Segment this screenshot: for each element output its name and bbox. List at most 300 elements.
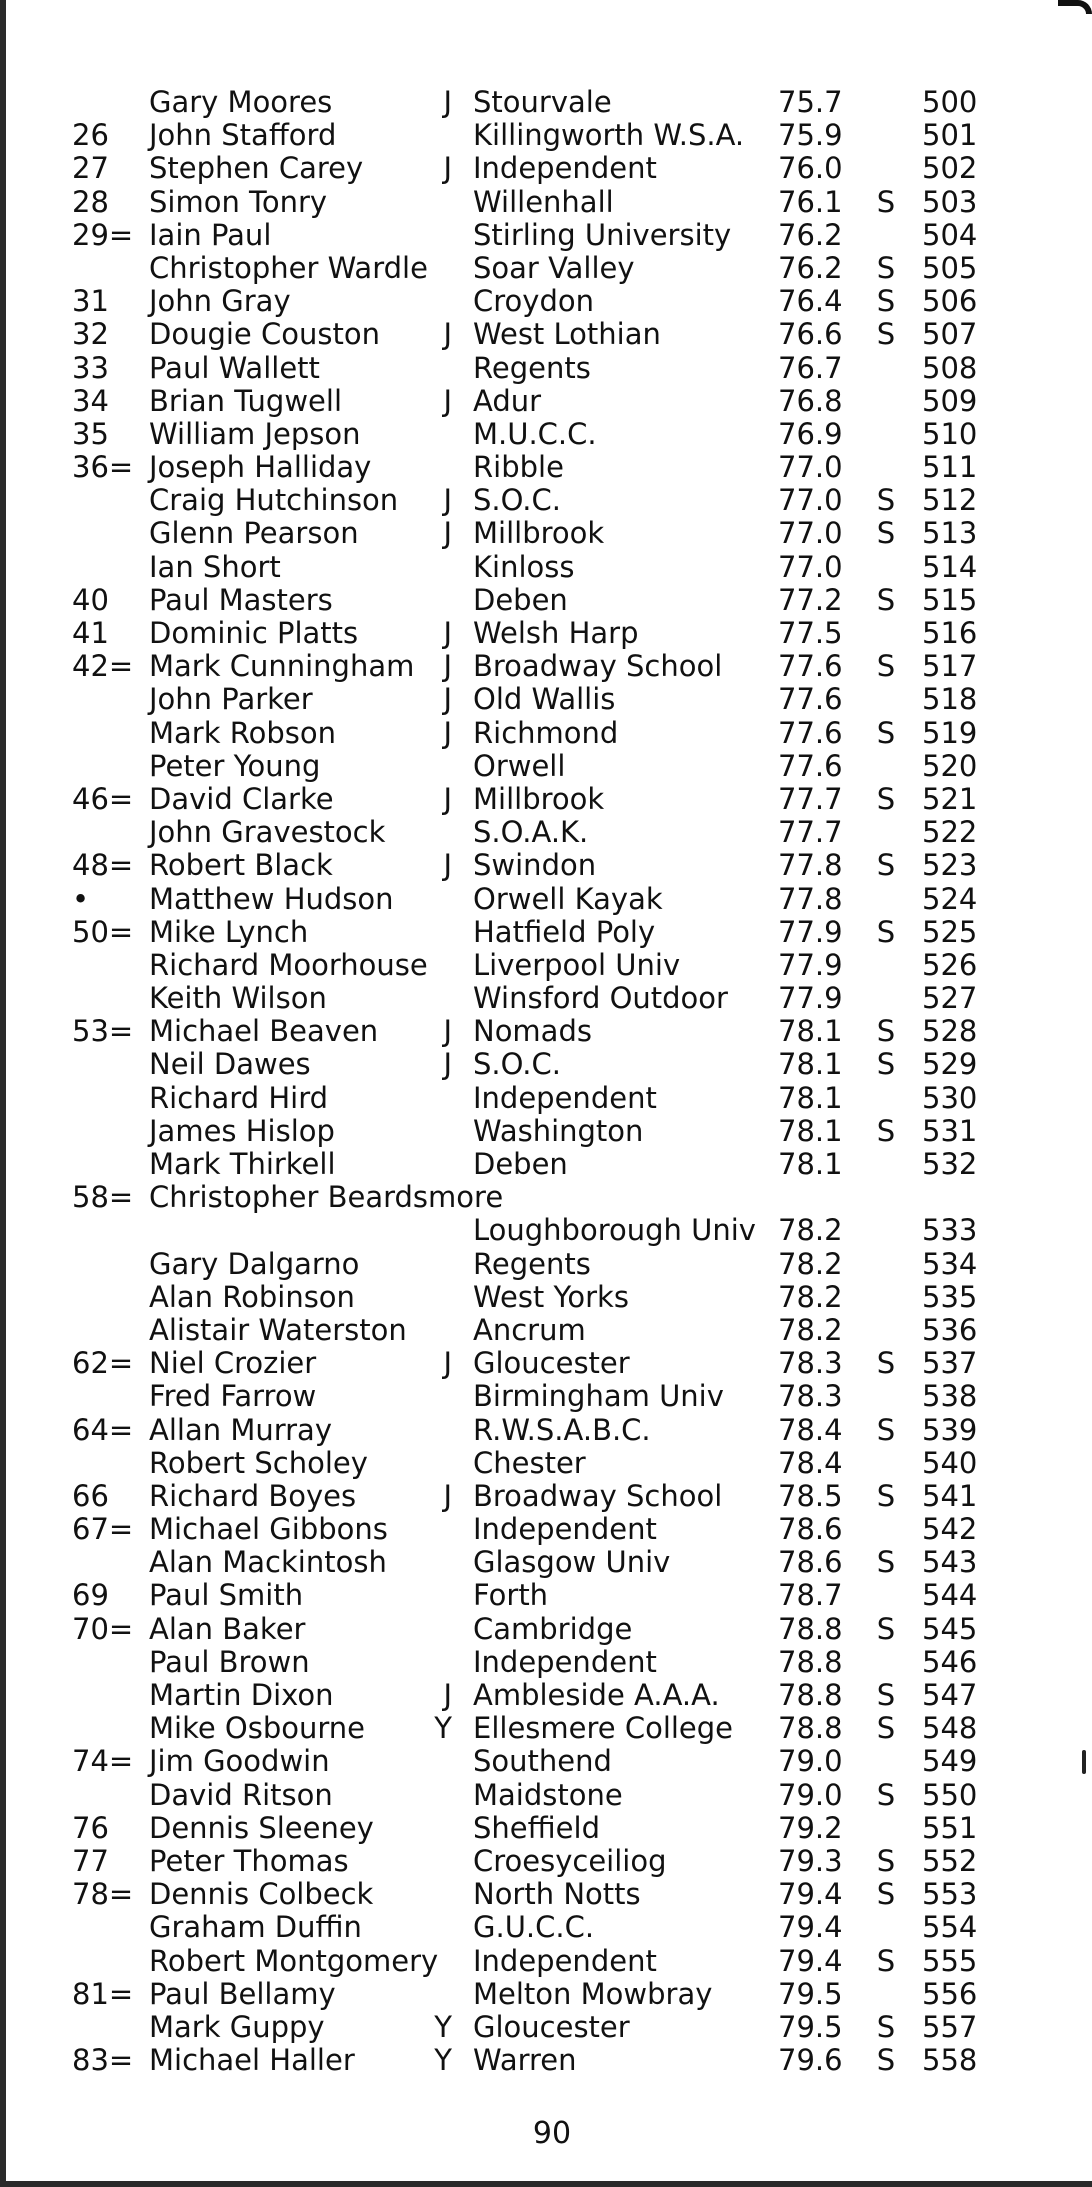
- result-time: 78.2: [778, 1279, 843, 1314]
- category-flag: J: [443, 781, 452, 816]
- competitor-name: Mark Cunningham: [149, 649, 415, 684]
- entry-number: 517: [922, 649, 978, 684]
- position: 64=: [72, 1412, 134, 1447]
- result-row: [6, 1181, 1092, 1214]
- result-time: 79.4: [778, 1877, 843, 1912]
- competitor-name: Mark Robson: [149, 715, 336, 750]
- result-row: [6, 186, 1092, 219]
- class-marker: S: [876, 848, 896, 883]
- competitor-name: Fred Farrow: [149, 1379, 317, 1414]
- entry-number: 542: [922, 1512, 978, 1547]
- class-marker: S: [876, 1047, 896, 1082]
- club-name: Winsford Outdoor: [473, 981, 728, 1016]
- class-marker: S: [876, 1346, 896, 1381]
- club-name: Deben: [473, 1147, 568, 1181]
- position: 26: [72, 118, 109, 153]
- club-name: Millbrook: [473, 781, 605, 816]
- entry-number: 530: [922, 1080, 978, 1115]
- result-time: 76.8: [778, 383, 843, 418]
- position: 48=: [72, 848, 134, 883]
- position: 67=: [72, 1512, 134, 1547]
- club-name: G.U.C.C.: [473, 1910, 595, 1945]
- competitor-name: Keith Wilson: [149, 981, 327, 1016]
- class-marker: S: [876, 1478, 896, 1513]
- result-time: 78.1: [778, 1014, 843, 1049]
- competitor-name: Robert Black: [149, 848, 333, 883]
- position: 78=: [72, 1877, 134, 1912]
- competitor-name: David Clarke: [149, 781, 334, 816]
- result-row: [6, 1414, 1092, 1447]
- result-time: 78.2: [778, 1246, 843, 1281]
- result-time: 78.1: [778, 1080, 843, 1115]
- result-row: [6, 352, 1092, 385]
- competitor-name: Neil Dawes: [149, 1047, 311, 1082]
- entry-number: 536: [922, 1312, 978, 1347]
- class-marker: S: [876, 649, 896, 684]
- competitor-name: Michael Beaven: [149, 1014, 379, 1049]
- result-time: 76.2: [778, 250, 843, 285]
- club-name: Southend: [473, 1744, 612, 1779]
- competitor-name: Joseph Halliday: [149, 450, 372, 485]
- competitor-name: William Jepson: [149, 416, 361, 451]
- result-row: [6, 1248, 1092, 1281]
- result-row: [6, 385, 1092, 418]
- entry-number: 526: [922, 947, 978, 982]
- club-name: Forth: [473, 1578, 549, 1613]
- position: 42=: [72, 649, 134, 684]
- result-time: 78.3: [778, 1346, 843, 1381]
- entry-number: 511: [922, 450, 978, 485]
- competitor-name: Dennis Colbeck: [149, 1877, 374, 1912]
- result-row: [6, 86, 1092, 119]
- competitor-name: Glenn Pearson: [149, 516, 359, 551]
- entry-number: 549: [922, 1744, 978, 1779]
- entry-number: 518: [922, 682, 978, 717]
- entry-number: 548: [922, 1711, 978, 1746]
- class-marker: S: [876, 1113, 896, 1148]
- result-time: 77.2: [778, 582, 843, 617]
- competitor-name: Paul Bellamy: [149, 1976, 336, 2011]
- class-marker: S: [876, 1678, 896, 1712]
- competitor-name: Niel Crozier: [149, 1346, 317, 1381]
- class-marker: S: [876, 1412, 896, 1447]
- category-flag: J: [443, 649, 452, 684]
- result-time: 76.4: [778, 284, 843, 319]
- result-row: [6, 1082, 1092, 1115]
- position: 58=: [72, 1180, 134, 1215]
- result-time: 78.4: [778, 1445, 843, 1480]
- entry-number: 502: [922, 151, 978, 186]
- club-name: Independent: [473, 151, 657, 186]
- result-row: [6, 1480, 1092, 1513]
- competitor-name: Stephen Carey: [149, 151, 364, 186]
- position: •: [72, 881, 90, 916]
- entry-number: 527: [922, 981, 978, 1016]
- class-marker: S: [876, 516, 896, 551]
- class-marker: S: [876, 1943, 896, 1978]
- club-name: Chester: [473, 1445, 586, 1480]
- competitor-name: Michael Gibbons: [149, 1512, 388, 1547]
- club-name: Sheffield: [473, 1810, 600, 1845]
- result-time: 79.5: [778, 2009, 843, 2044]
- club-name: Cambridge: [473, 1611, 633, 1646]
- result-row: [6, 285, 1092, 318]
- competitor-name: Dominic Platts: [149, 616, 359, 650]
- result-time: 76.0: [778, 151, 843, 186]
- position: 50=: [72, 914, 134, 949]
- result-row: [6, 683, 1092, 716]
- entry-number: 531: [922, 1113, 978, 1148]
- competitor-name: Craig Hutchinson: [149, 483, 399, 518]
- class-marker: S: [876, 1711, 896, 1746]
- club-name: Nomads: [473, 1014, 592, 1049]
- club-name: North Notts: [473, 1877, 641, 1912]
- competitor-name: John Gravestock: [149, 815, 386, 850]
- competitor-name: Paul Masters: [149, 582, 333, 617]
- competitor-name: Paul Brown: [149, 1644, 310, 1679]
- result-row: [6, 849, 1092, 882]
- club-name: Killingworth W.S.A.: [473, 118, 745, 153]
- category-flag: Y: [434, 1711, 452, 1746]
- result-time: 76.6: [778, 317, 843, 352]
- class-marker: S: [876, 715, 896, 750]
- result-time: 77.7: [778, 815, 843, 850]
- entry-number: 521: [922, 781, 978, 816]
- competitor-name: Robert Montgomery: [149, 1943, 439, 1978]
- category-flag: J: [443, 317, 452, 352]
- class-marker: S: [876, 1777, 896, 1812]
- result-time: 78.1: [778, 1147, 843, 1181]
- position: 32: [72, 317, 109, 352]
- category-flag: J: [443, 616, 452, 650]
- entry-number: 557: [922, 2009, 978, 2044]
- result-row: [6, 1579, 1092, 1612]
- result-time: 77.0: [778, 516, 843, 551]
- result-row: [6, 219, 1092, 252]
- competitor-name: Mike Osbourne: [149, 1711, 365, 1746]
- club-name: Glasgow Univ: [473, 1545, 671, 1580]
- class-marker: S: [876, 483, 896, 518]
- entry-number: 504: [922, 217, 978, 252]
- entry-number: 525: [922, 914, 978, 949]
- result-time: 78.8: [778, 1678, 843, 1712]
- entry-number: 516: [922, 616, 978, 650]
- result-row: [6, 816, 1092, 849]
- entry-number: 501: [922, 118, 978, 153]
- result-time: 76.1: [778, 184, 843, 219]
- result-row: [6, 1380, 1092, 1413]
- entry-number: 513: [922, 516, 978, 551]
- result-row: [6, 982, 1092, 1015]
- competitor-name: Christopher Wardle: [149, 250, 428, 285]
- class-marker: S: [876, 582, 896, 617]
- result-row: [6, 1845, 1092, 1878]
- club-name: Kinloss: [473, 549, 575, 584]
- result-row: [6, 2011, 1092, 2044]
- entry-number: 510: [922, 416, 978, 451]
- entry-number: 538: [922, 1379, 978, 1414]
- entry-number: 523: [922, 848, 978, 883]
- club-name: Warren: [473, 2043, 577, 2078]
- club-name: Independent: [473, 1512, 657, 1547]
- category-flag: Y: [434, 2009, 452, 2044]
- competitor-name: Christopher Beardsmore: [149, 1180, 504, 1215]
- club-name: Broadway School: [473, 649, 723, 684]
- result-row: [6, 517, 1092, 550]
- result-row: [6, 617, 1092, 650]
- position: 69: [72, 1578, 109, 1613]
- position: 34: [72, 383, 109, 418]
- result-row: [6, 252, 1092, 285]
- club-name: R.W.S.A.B.C.: [473, 1412, 651, 1447]
- competitor-name: Robert Scholey: [149, 1445, 368, 1480]
- class-marker: S: [876, 914, 896, 949]
- position: 40: [72, 582, 109, 617]
- entry-number: 514: [922, 549, 978, 584]
- result-time: 79.4: [778, 1910, 843, 1945]
- result-time: 79.3: [778, 1843, 843, 1878]
- category-flag: J: [443, 1047, 452, 1082]
- class-marker: S: [876, 317, 896, 352]
- result-time: 77.6: [778, 682, 843, 717]
- position: 77: [72, 1843, 109, 1878]
- result-time: 78.8: [778, 1711, 843, 1746]
- position: 29=: [72, 217, 134, 252]
- entry-number: 546: [922, 1644, 978, 1679]
- category-flag: J: [443, 516, 452, 551]
- competitor-name: Mark Guppy: [149, 2009, 325, 2044]
- result-time: 78.8: [778, 1611, 843, 1646]
- position: 53=: [72, 1014, 134, 1049]
- competitor-name: Alan Baker: [149, 1611, 306, 1646]
- result-row: [6, 152, 1092, 185]
- club-name: Independent: [473, 1943, 657, 1978]
- entry-number: 555: [922, 1943, 978, 1978]
- entry-number: 553: [922, 1877, 978, 1912]
- competitor-name: Martin Dixon: [149, 1678, 334, 1712]
- result-row: [6, 750, 1092, 783]
- result-row: [6, 1314, 1092, 1347]
- competitor-name: Dennis Sleeney: [149, 1810, 374, 1845]
- class-marker: S: [876, 1843, 896, 1878]
- competitor-name: Dougie Couston: [149, 317, 380, 352]
- competitor-name: Mike Lynch: [149, 914, 309, 949]
- result-time: 77.6: [778, 649, 843, 684]
- result-time: 78.1: [778, 1047, 843, 1082]
- result-time: 77.7: [778, 781, 843, 816]
- entry-number: 544: [922, 1578, 978, 1613]
- result-time: 75.9: [778, 118, 843, 153]
- club-name: Richmond: [473, 715, 619, 750]
- result-time: 79.6: [778, 2043, 843, 2078]
- club-name: Croesyceiliog: [473, 1843, 667, 1878]
- category-flag: J: [443, 1678, 452, 1712]
- position: 66: [72, 1478, 109, 1513]
- entry-number: 512: [922, 483, 978, 518]
- club-name: Independent: [473, 1080, 657, 1115]
- entry-number: 532: [922, 1147, 978, 1181]
- result-row: [6, 1978, 1092, 2011]
- result-row: [6, 1878, 1092, 1911]
- result-time: 76.7: [778, 350, 843, 385]
- result-time: 77.9: [778, 947, 843, 982]
- result-time: 78.3: [778, 1379, 843, 1414]
- club-name: Welsh Harp: [473, 616, 639, 650]
- entry-number: 522: [922, 815, 978, 850]
- result-row: [6, 883, 1092, 916]
- result-row: [6, 1945, 1092, 1978]
- club-name: M.U.C.C.: [473, 416, 597, 451]
- class-marker: S: [876, 284, 896, 319]
- result-row: [6, 783, 1092, 816]
- class-marker: S: [876, 1877, 896, 1912]
- result-time: 79.0: [778, 1777, 843, 1812]
- position: 41: [72, 616, 109, 650]
- result-row: [6, 1613, 1092, 1646]
- result-time: 79.5: [778, 1976, 843, 2011]
- position: 28: [72, 184, 109, 219]
- result-time: 78.8: [778, 1644, 843, 1679]
- result-row: [6, 1015, 1092, 1048]
- category-flag: J: [443, 848, 452, 883]
- entry-number: 540: [922, 1445, 978, 1480]
- result-time: 79.2: [778, 1810, 843, 1845]
- club-name: Adur: [473, 383, 542, 418]
- club-name: S.O.C.: [473, 483, 561, 518]
- club-name: Hatfield Poly: [473, 914, 656, 949]
- result-row: [6, 1214, 1092, 1247]
- entry-number: 541: [922, 1478, 978, 1513]
- category-flag: Y: [434, 2043, 452, 2078]
- result-time: 77.6: [778, 715, 843, 750]
- category-flag: J: [443, 483, 452, 518]
- entry-number: 554: [922, 1910, 978, 1945]
- club-name: S.O.A.K.: [473, 815, 589, 850]
- club-name: Ambleside A.A.A.: [473, 1678, 720, 1712]
- competitor-name: Allan Murray: [149, 1412, 332, 1447]
- entry-number: 515: [922, 582, 978, 617]
- result-row: [6, 1812, 1092, 1845]
- result-time: 77.8: [778, 848, 843, 883]
- club-name: Ellesmere College: [473, 1711, 734, 1746]
- entry-number: 558: [922, 2043, 978, 2078]
- entry-number: 551: [922, 1810, 978, 1845]
- result-time: 78.1: [778, 1113, 843, 1148]
- club-name: Melton Mowbray: [473, 1976, 713, 2011]
- category-flag: J: [443, 151, 452, 186]
- competitor-name: Richard Boyes: [149, 1478, 357, 1513]
- entry-number: 539: [922, 1412, 978, 1447]
- club-name: Stirling University: [473, 217, 732, 252]
- club-name: Old Wallis: [473, 682, 616, 717]
- result-time: 76.2: [778, 217, 843, 252]
- class-marker: S: [876, 250, 896, 285]
- result-row: [6, 1712, 1092, 1745]
- result-row: [6, 1048, 1092, 1081]
- club-name: Loughborough Univ: [473, 1213, 756, 1248]
- club-name: Swindon: [473, 848, 597, 883]
- club-name: Croydon: [473, 284, 594, 319]
- result-row: [6, 1546, 1092, 1579]
- entry-number: 507: [922, 317, 978, 352]
- club-name: Gloucester: [473, 2009, 630, 2044]
- results-list: [6, 86, 1092, 2077]
- competitor-name: Brian Tugwell: [149, 383, 343, 418]
- competitor-name: Alistair Waterston: [149, 1312, 407, 1347]
- class-marker: S: [876, 1611, 896, 1646]
- competitor-name: John Gray: [149, 284, 291, 319]
- competitor-name: Iain Paul: [149, 217, 272, 252]
- club-name: Ancrum: [473, 1312, 586, 1347]
- competitor-name: Mark Thirkell: [149, 1147, 336, 1181]
- club-name: Ribble: [473, 450, 564, 485]
- class-marker: S: [876, 1014, 896, 1049]
- competitor-name: Matthew Hudson: [149, 881, 394, 916]
- competitor-name: Gary Moores: [149, 85, 333, 119]
- position: 36=: [72, 450, 134, 485]
- class-marker: S: [876, 1545, 896, 1580]
- competitor-name: Ian Short: [149, 549, 281, 584]
- entry-number: 519: [922, 715, 978, 750]
- result-row: [6, 551, 1092, 584]
- club-name: Millbrook: [473, 516, 605, 551]
- class-marker: S: [876, 184, 896, 219]
- result-row: [6, 1281, 1092, 1314]
- entry-number: 550: [922, 1777, 978, 1812]
- result-row: [6, 1447, 1092, 1480]
- club-name: Willenhall: [473, 184, 614, 219]
- club-name: Regents: [473, 350, 591, 385]
- position: 62=: [72, 1346, 134, 1381]
- result-row: [6, 650, 1092, 683]
- club-name: Soar Valley: [473, 250, 635, 285]
- position: 74=: [72, 1744, 134, 1779]
- club-name: West Yorks: [473, 1279, 629, 1314]
- position: 70=: [72, 1611, 134, 1646]
- club-name: Birmingham Univ: [473, 1379, 724, 1414]
- category-flag: J: [443, 1478, 452, 1513]
- club-name: S.O.C.: [473, 1047, 561, 1082]
- category-flag: J: [443, 1014, 452, 1049]
- category-flag: J: [443, 1346, 452, 1381]
- class-marker: S: [876, 781, 896, 816]
- result-row: [6, 484, 1092, 517]
- club-name: Independent: [473, 1644, 657, 1679]
- club-name: Deben: [473, 582, 568, 617]
- result-row: [6, 1148, 1092, 1181]
- position: 35: [72, 416, 109, 451]
- result-row: [6, 584, 1092, 617]
- result-row: [6, 451, 1092, 484]
- club-name: Liverpool Univ: [473, 947, 681, 982]
- result-time: 77.0: [778, 549, 843, 584]
- position: 27: [72, 151, 109, 186]
- club-name: Gloucester: [473, 1346, 630, 1381]
- result-row: [6, 1347, 1092, 1380]
- competitor-name: Jim Goodwin: [149, 1744, 330, 1779]
- entry-number: 552: [922, 1843, 978, 1878]
- result-time: 77.8: [778, 881, 843, 916]
- position: 46=: [72, 781, 134, 816]
- entry-number: 535: [922, 1279, 978, 1314]
- club-name: Orwell: [473, 748, 566, 783]
- entry-number: 545: [922, 1611, 978, 1646]
- competitor-name: Michael Haller: [149, 2043, 355, 2078]
- result-time: 78.6: [778, 1512, 843, 1547]
- result-row: [6, 1513, 1092, 1546]
- result-time: 76.9: [778, 416, 843, 451]
- competitor-name: Peter Thomas: [149, 1843, 349, 1878]
